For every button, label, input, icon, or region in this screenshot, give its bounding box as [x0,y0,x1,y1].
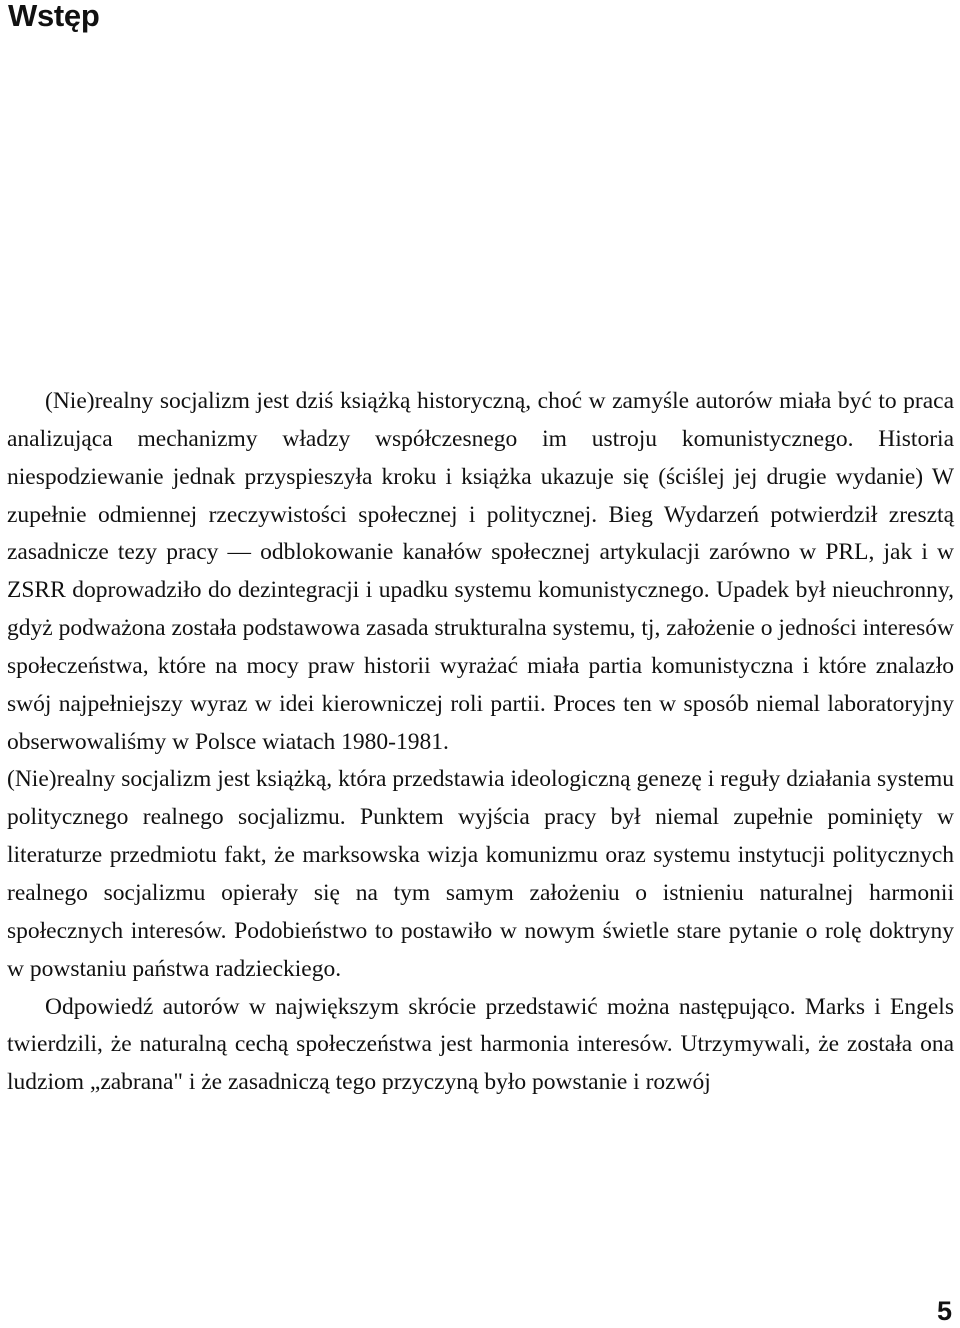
body-text [7,383,954,1102]
page-heading: Wstęp [8,0,100,33]
paragraph-3: Odpowiedź autorów w największym skrócie przedstawić można następująco. Marks i Engels twierdzili, że naturalną cechą społeczeństwa jest harmonia interesów. Utrzymywali, że została ona ludziom „zabrana" i że zasadniczą tego przyczyną było powstanie i rozwój [7,993,954,1096]
page-number: 5 [936,1296,952,1326]
paragraph-1: (Nie)realny socjalizm jest dziś książką historyczną, choć w zamyśle autorów miała być to praca analizująca mechanizmy władzy współczesnego im ustroju komunistycznego. Historia niespodziewanie jednak przyspieszyła kroku i książka ukazuje się (ściślej jej drugie wydanie) W zupełnie odmiennej rzeczywistości społecznej i politycznej. Bieg Wydarzeń potwierdził zresztą zasadnicze tezy pracy — odblokowanie kanałów społecznej artykulacji zarówno w PRL, jak i w ZSRR doprowadziło do dezintegracji i upadku systemu komunistycznego. Upadek był nieuchronny, gdyż podważona została podstawowa zasada strukturalna systemu, tj, założenie o jedności interesów społeczeństwa, które na mocy praw historii wyrażać miała partia komunistyczna i które znalazło swój najpełniejszy wyraz w idei kierowniczej roli partii. Proces ten w sposób niemal laboratoryjny obserwowaliśmy w Polsce wiatach 1980-1981. [7,388,954,755]
paragraph-2: (Nie)realny socjalizm jest książką, która przedstawia ideologiczną genezę i reguły działania systemu politycznego realnego socjalizmu. Punktem wyjścia pracy był niemal zupełnie pominięty w literaturze przedmiotu fakt, że marksowska wizja komunizmu oraz systemu instytucji politycznych realnego socjalizmu opierały się na tym samym założeniu o istnieniu naturalnej harmonii społecznych interesów. Podobieństwo to postawiło w nowym świetle stare pytanie o rolę doktryny w powstaniu państwa radzieckiego. [7,766,954,982]
